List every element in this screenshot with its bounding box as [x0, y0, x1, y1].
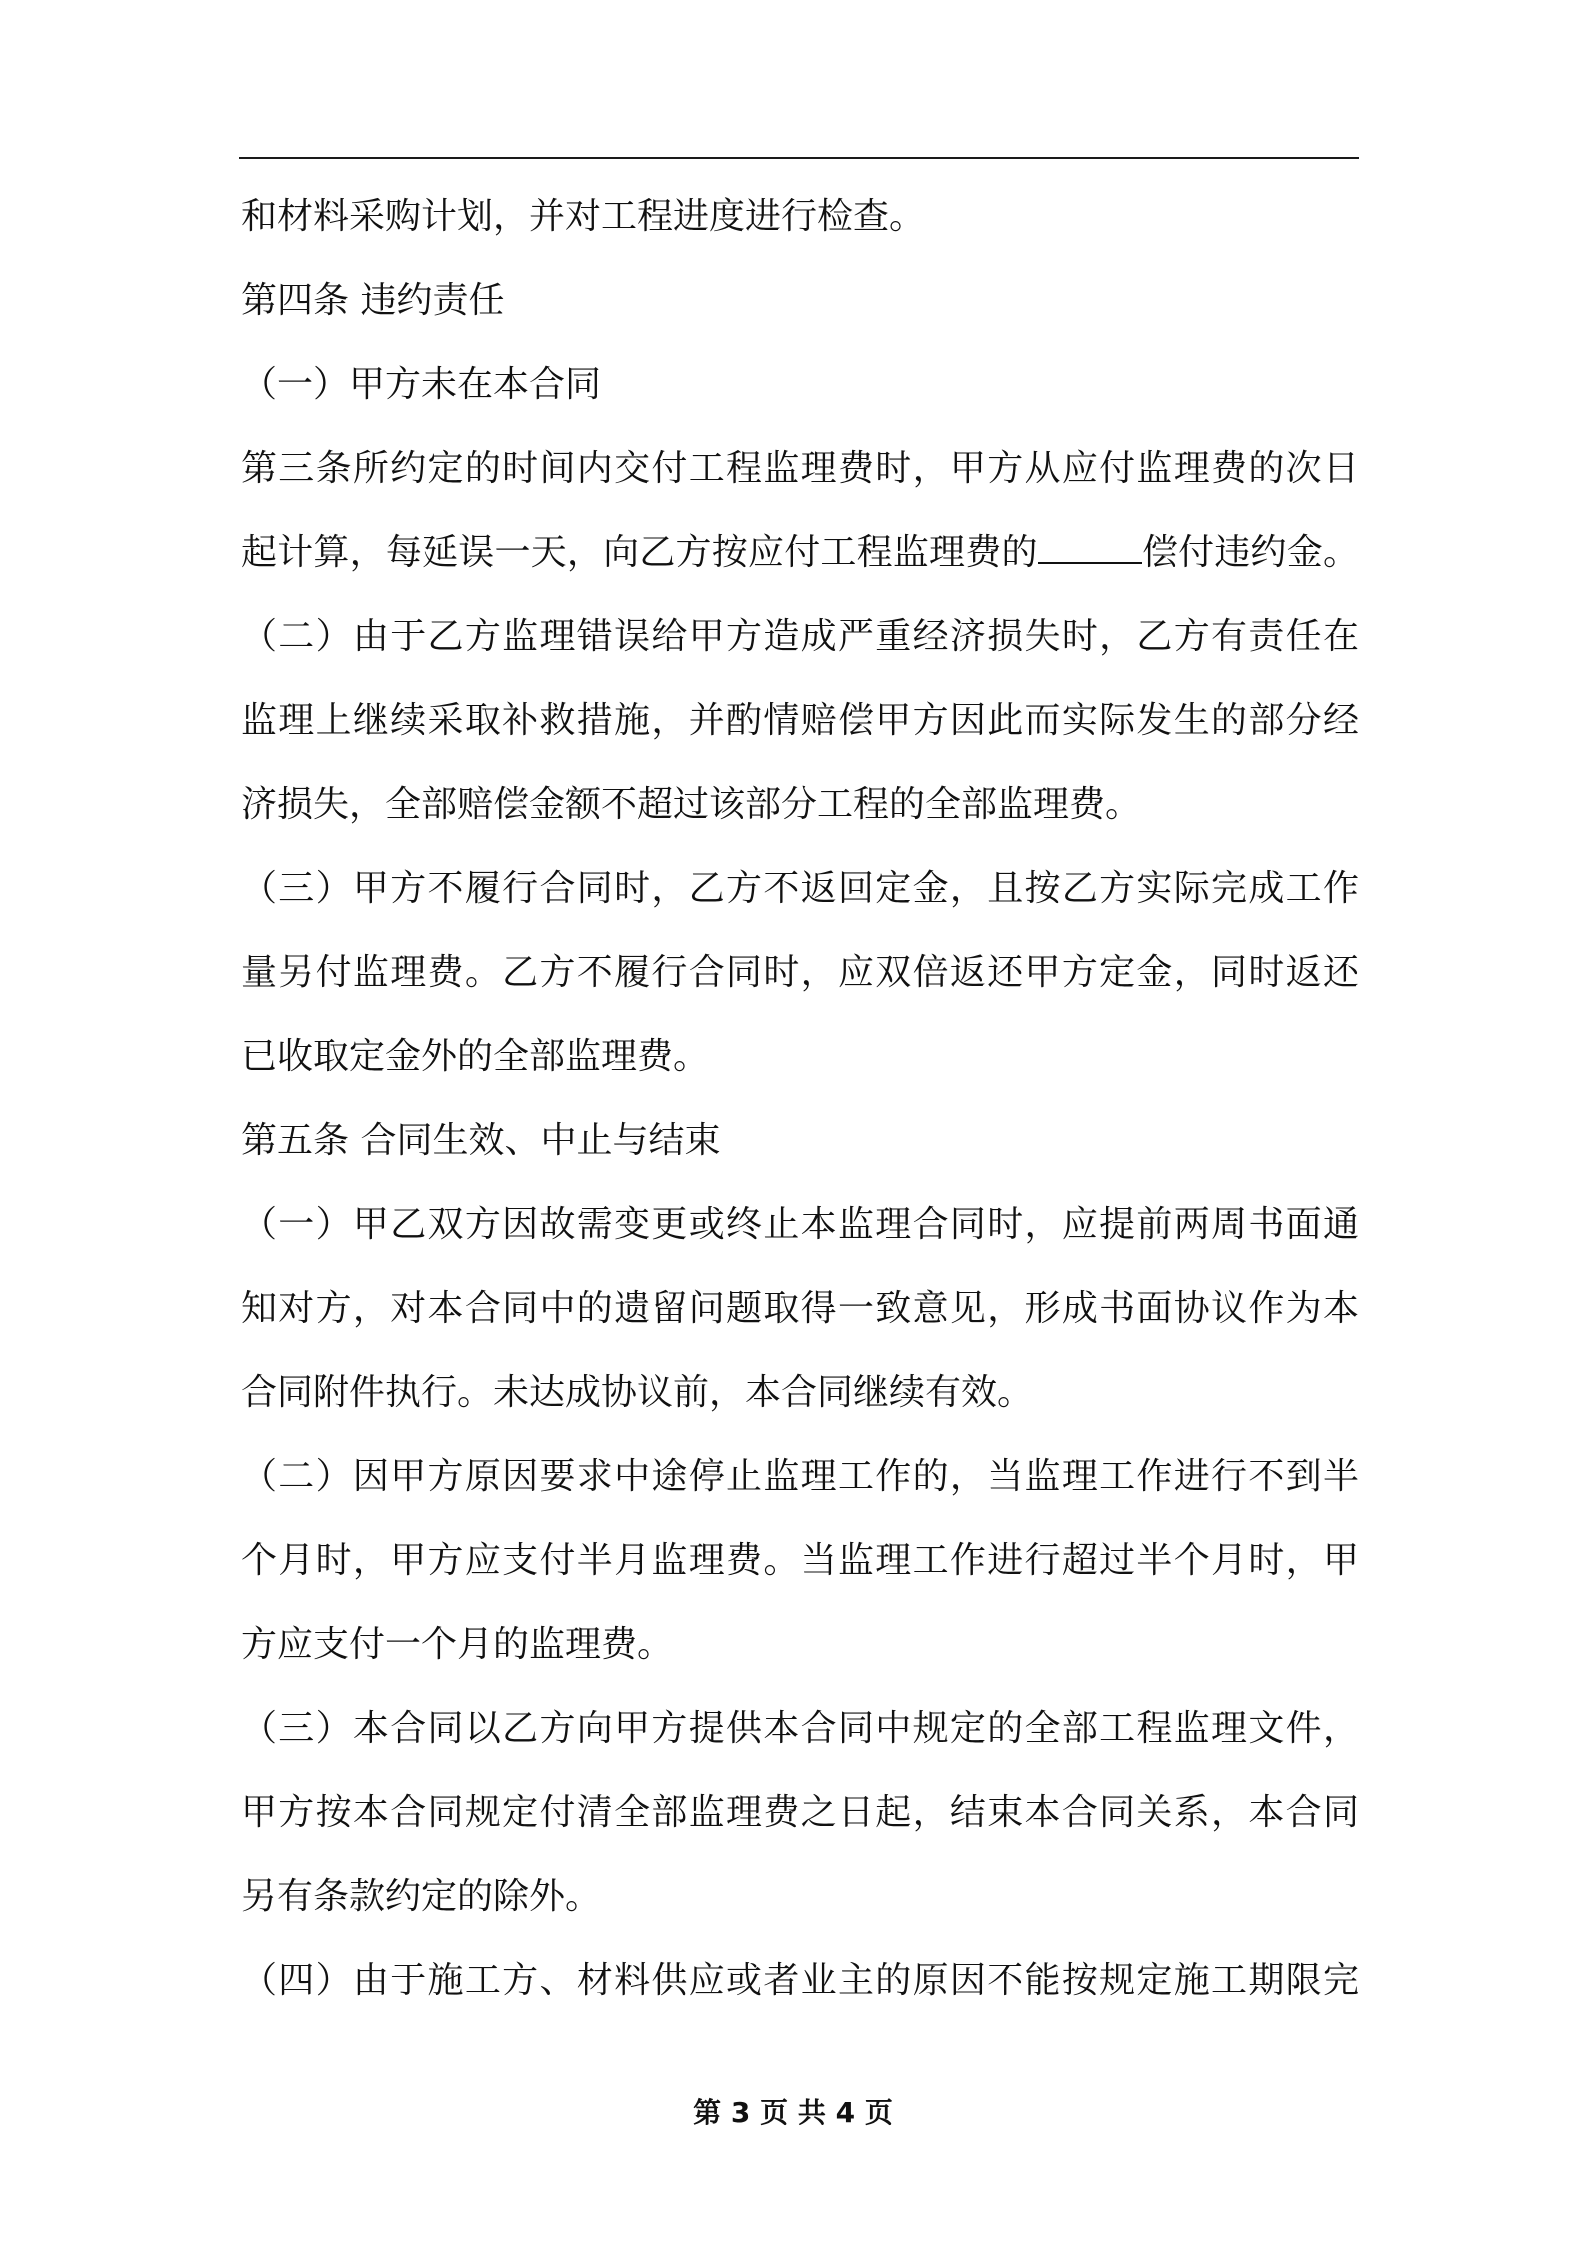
text-line: 已收取定金外的全部监理费。: [241, 1036, 710, 1077]
text-line: 合同附件执行。未达成协议前，本合同继续有效。: [241, 1372, 1034, 1413]
text-line: 和材料采购计划，并对工程进度进行检查。: [241, 196, 926, 237]
text-line: 知对方，对本合同中的遗留问题取得一致意见，形成书面协议作为本: [241, 1288, 1359, 1329]
text-line: 甲方按本合同规定付清全部监理费之日起，结束本合同关系，本合同: [241, 1792, 1359, 1833]
text-line: 方应支付一个月的监理费。: [241, 1624, 674, 1665]
text-line: （三）甲方不履行合同时，乙方不返回定金，且按乙方实际完成工作: [241, 868, 1359, 909]
text-line: 监理上继续采取补救措施，并酌情赔偿甲方因此而实际发生的部分经: [241, 700, 1359, 741]
fill-in-blank: [1038, 532, 1142, 564]
line-text: 起计算，每延误一天，向乙方按应付工程监理费的: [241, 532, 1038, 573]
page-number-footer: 第 3 页 共 4 页: [693, 2096, 893, 2129]
section-heading-article-4: 第四条 违约责任: [241, 280, 505, 321]
text-line: 另有条款约定的除外。: [241, 1876, 602, 1917]
line-text-tail: 偿付违约金。: [1141, 532, 1359, 573]
text-line: 济损失，全部赔偿金额不超过该部分工程的全部监理费。: [241, 784, 1142, 825]
text-line: （四）由于施工方、材料供应或者业主的原因不能按规定施工期限完: [241, 1960, 1359, 2001]
text-line: 第三条所约定的时间内交付工程监理费时，甲方从应付监理费的次日: [241, 448, 1359, 489]
text-line: 个月时，甲方应支付半月监理费。当监理工作进行超过半个月时，甲: [241, 1540, 1359, 1581]
header-rule: [239, 157, 1359, 159]
text-line: （二）由于乙方监理错误给甲方造成严重经济损失时，乙方有责任在: [241, 616, 1359, 657]
text-line: （一）甲乙双方因故需变更或终止本监理合同时，应提前两周书面通: [241, 1204, 1359, 1245]
document-body: [241, 196, 1359, 2002]
text-line: 量另付监理费。乙方不履行合同时，应双倍返还甲方定金，同时返还: [241, 952, 1359, 993]
text-line: （三）本合同以乙方向甲方提供本合同中规定的全部工程监理文件，: [241, 1708, 1359, 1749]
section-heading-article-5: 第五条 合同生效、中止与结束: [241, 1120, 721, 1161]
text-line: （一）甲方未在本合同: [241, 364, 602, 405]
text-line-with-blank: [241, 532, 1359, 574]
text-line: （二）因甲方原因要求中途停止监理工作的，当监理工作进行不到半: [241, 1456, 1359, 1497]
